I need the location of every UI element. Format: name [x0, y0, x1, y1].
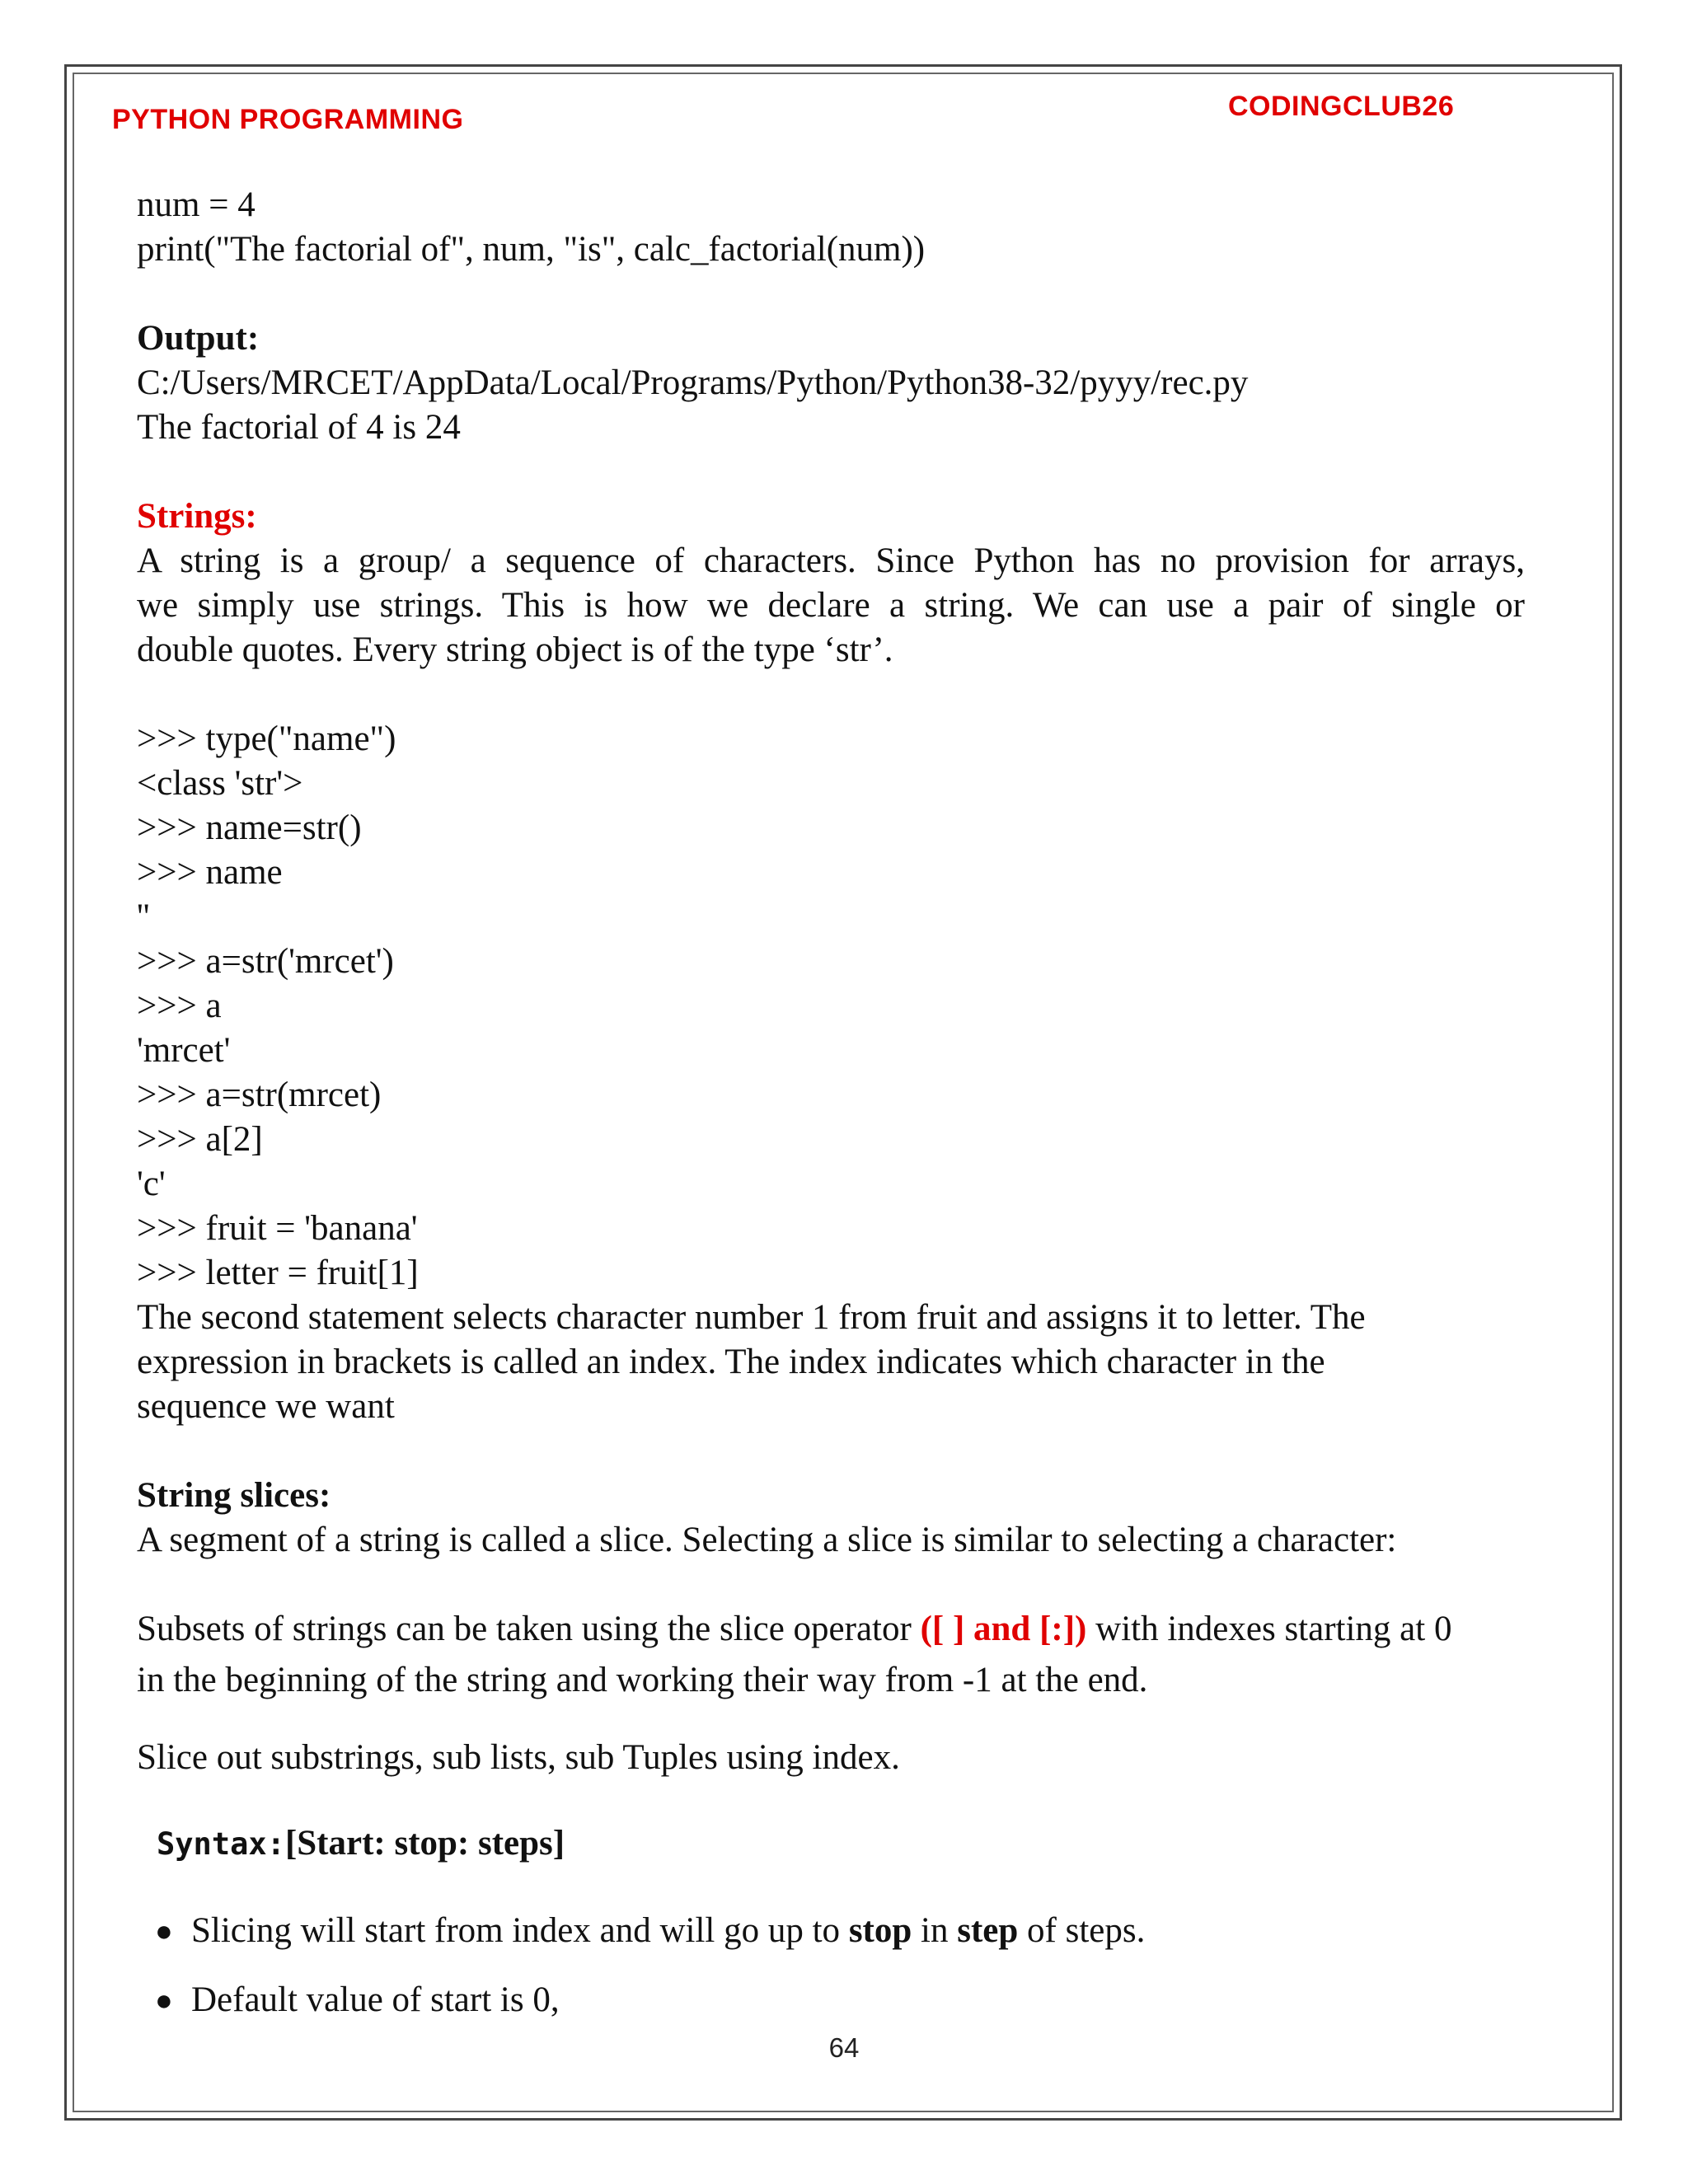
bullet-dot-icon: ●: [155, 1984, 173, 2017]
strings-paragraph-line: A string is a group/ a sequence of characters. Since Python has no provision for arrays,: [137, 541, 1525, 580]
header-club-name: CODINGCLUB26: [1228, 91, 1455, 122]
explanation-line: The second statement selects character number 1 from fruit and assigns it to letter. The: [137, 1298, 1366, 1337]
bullet-dot-icon: ●: [155, 1915, 173, 1947]
explanation-line: sequence we want: [137, 1387, 395, 1426]
syntax-label: Syntax:: [157, 1826, 285, 1862]
example-line: >>> a: [137, 987, 222, 1025]
subsets-text: Subsets of strings can be taken using the slice operator: [137, 1610, 921, 1648]
header-course-title: PYTHON PROGRAMMING: [112, 104, 464, 135]
subsets-text-end: with indexes starting at 0: [1086, 1610, 1452, 1648]
example-line: >>> name=str(): [137, 808, 362, 847]
slices-subsets-line: [137, 1607, 1451, 1652]
slices-intro: A segment of a string is called a slice. Selecting a slice is similar to selecting a character:: [137, 1521, 1397, 1559]
page-number: 64: [828, 2032, 860, 2063]
example-line: >>> fruit = 'banana': [137, 1209, 418, 1248]
example-line: >>> a=str('mrcet'): [137, 942, 394, 981]
bullet-item: ● Default value of start is 0,: [191, 1978, 560, 2022]
example-line: >>> a[2]: [137, 1120, 263, 1159]
syntax-line: [157, 1821, 565, 1867]
example-line: 'c': [137, 1165, 166, 1203]
code-line: print("The factorial of", num, "is", calc_factorial(num)): [137, 230, 926, 269]
code-line: num = 4: [137, 185, 256, 224]
strings-heading: Strings:: [137, 497, 257, 536]
strings-paragraph-line: we simply use strings. This is how we declare a string. We can use a pair of single or: [137, 586, 1525, 625]
slices-subsets-line2: in the beginning of the string and working their way from -1 at the end.: [137, 1661, 1148, 1699]
example-line: >>> letter = fruit[1]: [137, 1254, 419, 1292]
example-line: 'mrcet': [137, 1031, 231, 1070]
example-line: <class 'str'>: [137, 764, 303, 803]
example-line: >>> type("name"): [137, 719, 396, 758]
example-line: >>> name: [137, 853, 283, 892]
strings-paragraph-line: double quotes. Every string object is of the type ‘str’.: [137, 630, 893, 669]
slice-operator: ([ ] and [:]): [920, 1610, 1087, 1648]
example-line: '': [137, 898, 150, 936]
output-line: C:/Users/MRCET/AppData/Local/Programs/Python/Python38-32/pyyy/rec.py: [137, 363, 1249, 402]
slice-out-line: Slice out substrings, sub lists, sub Tuples using index.: [137, 1738, 900, 1777]
slices-heading: String slices:: [137, 1476, 331, 1515]
bullet-item: ● Slicing will start from index and will go up to stop in step of steps.: [191, 1909, 1145, 1953]
example-line: >>> a=str(mrcet): [137, 1076, 382, 1114]
explanation-line: expression in brackets is called an index. The index indicates which character in the: [137, 1343, 1325, 1381]
output-line: The factorial of 4 is 24: [137, 408, 461, 447]
output-heading: Output:: [137, 319, 260, 358]
syntax-value: [Start: stop: steps]: [284, 1824, 565, 1863]
